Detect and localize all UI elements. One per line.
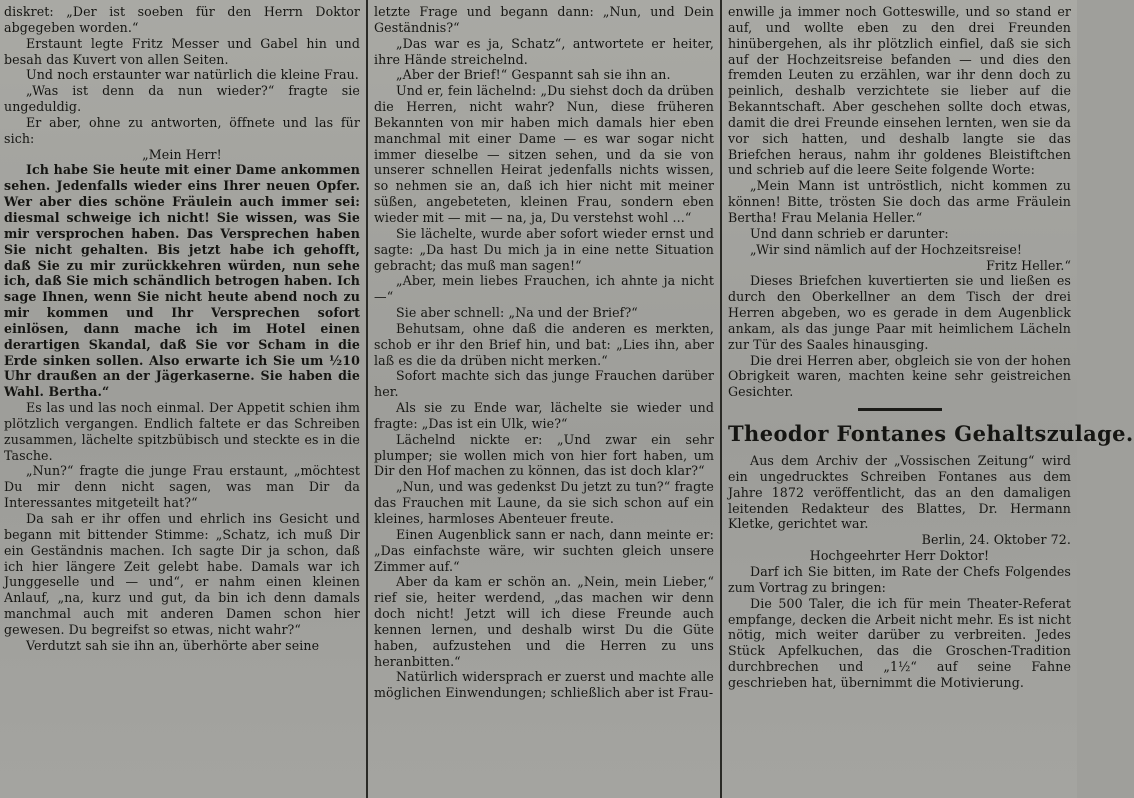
paragraph: Da sah er ihr offen und ehrlich ins Gesicht und begann mit bittender Stimme: „Schatz, ich muß Dir ein Geständnis machen. Ich sagte Dir ja schon, daß ich hier längere Zeit gelebt habe. Damals war ich Junggeselle und — und“, er nahm einen kleinen Anlauf, „na, kurz und gut, da bin ich denn damals manchmal auch mit anderen Damen schon hier gewesen. Du begreifst so etwas, nicht wahr?“ (4, 511, 360, 637)
paragraph: „Aber der Brief!“ Gespannt sah sie ihn an. (396, 67, 671, 83)
article-intro: Aus dem Archiv der „Vossischen Zeitung“ wird ein ungedrucktes Schreiben Fontanes aus dem Jahre 1872 veröffentlicht, das an den damaligen leitenden Redakteur des Blattes, Dr. Hermann Kletke, gerichtet war. (728, 453, 1071, 532)
paragraph: Dieses Briefchen kuvertierten sie und ließen es durch den Oberkellner an dem Tisch der drei Herren abgeben, wo es gerade in dem Augenblick ankam, als das junge Paar mit heimlichem Lächeln zur Tür des Saales hinausging. (728, 273, 1071, 352)
paragraph: Natürlich widersprach er zuerst und machte alle möglichen Einwendungen; schließlich aber ist Frau- (374, 669, 714, 701)
story-column-2 (374, 4, 714, 794)
paragraph: letzte Frage und begann dann: „Nun, und Dein Geständnis?“ (374, 4, 714, 35)
paragraph: Einen Augenblick sann er nach, dann meinte er: „Das einfachste wäre, wir suchten gleich unsere Zimmer auf.“ (374, 526, 714, 574)
column-divider (720, 0, 722, 798)
story-continuation (728, 4, 1071, 400)
paragraph: Es las und las noch einmal. Der Appetit schien ihm plötzlich vergangen. Endlich faltete er das Schreiben zusammen, lächelte spitzbübisch und steckte es in die Tasche. (4, 400, 360, 463)
paragraph: „Wir sind nämlich auf der Hochzeitsreise! (750, 241, 1023, 257)
paragraph: Fritz Heller.“ (986, 257, 1071, 273)
paragraph: Er aber, ohne zu antworten, öffnete und las für sich: (4, 114, 360, 146)
paragraph: Als sie zu Ende war, lächelte sie wieder und fragte: „Das ist ein Ulk, wie?“ (374, 400, 714, 431)
paragraph: Lächelnd nickte er: „Und zwar ein sehr plumper; sie wollen mich von hier fort haben, um Dir den Hof machen zu können, das ist doch klar?“ (374, 431, 714, 479)
paragraph: „Nun?“ fragte die junge Frau erstaunt, „möchtest Du mir denn nicht sagen, was man Dir da Interessantes mitgeteilt hat?“ (4, 463, 360, 511)
paragraph: „Aber, mein liebes Frauchen, ich ahnte ja nicht —“ (374, 273, 714, 305)
paragraph: enwille ja immer noch Gotteswille, und so stand er auf, und wollte eben zu den drei Freunden hinübergehen, als ihr plötzlich einfiel, daß sie sich auf der Hochzeitsreise befanden — und dies den fremden Leuten zu erzählen, war ihr denn doch zu peinlich, deshalb verzichtete sie lieber auf die Bekanntschaft. Aber geschehen sollte doch etwas, damit die drei Freunde einsehen lernten, wen sie da vor sich hatten, und deshalb langte sie das Briefchen heraus, nahm ihr goldenes Bleistiftchen und schrieb auf die leere Seite folgende Worte: (728, 4, 1071, 178)
story-column-1 (4, 4, 360, 794)
story-column-3 (728, 4, 1134, 794)
section-separator (858, 408, 942, 411)
paragraph: Und noch erstaunter war natürlich die kleine Frau. (26, 67, 359, 83)
paragraph: Verdutzt sah sie ihn an, überhörte aber seine (26, 637, 320, 653)
paragraph: „Nun, und was gedenkst Du jetzt zu tun?“ fragte das Frauchen mit Laune, da sie sich schon auf ein kleines, harmloses Abenteuer freute. (374, 479, 714, 526)
paragraph: Sie lächelte, wurde aber sofort wieder ernst und sagte: „Da hast Du mich ja in eine nette Situation gebracht; das muß man sagen!“ (374, 225, 714, 273)
column-divider (366, 0, 368, 798)
letter-paragraph: Die 500 Taler, die ich für mein Theater-Referat empfange, decken die Arbeit nicht mehr. Es ist nicht nötig, mich weiter darüber zu verbreiten. Jedes Stück Apfelkuchen, das die Groschen-Tradition durchbrechen und „1½“ auf seine Fahne geschrieben hat, übernimmt die Motivierung. (728, 595, 1071, 690)
paragraph: Behutsam, ohne daß die anderen es merkten, schob er ihr den Brief hin, und bat: „Lies ihn, aber laß es die da drüben nicht merken.“ (374, 320, 714, 368)
paragraph: Sofort machte sich das junge Frauchen darüber her. (374, 368, 714, 400)
letter-salutation: Hochgeehrter Herr Doktor! (809, 548, 990, 564)
paragraph: „Was ist denn da nun wieder?“ fragte sie ungeduldig. (4, 83, 360, 115)
paragraph: Und er, fein lächelnd: „Du siehst doch da drüben die Herren, nicht wahr? Nun, diese früheren Bekannten von mir haben mich damals hier eben manchmal mit einer Dame — es war sogar nicht immer dieselbe — sitzen sehen, und da sie von unserer schnellen Heirat jedenfalls nichts wissen, so nehmen sie an, daß ich hier nicht mit meiner süßen, angebeteten, kleinen Frau, sondern eben wieder mit — mit — na, ja, Du verstehst wohl ...“ (374, 83, 714, 225)
paragraph: „Das war es ja, Schatz“, antwortete er heiter, ihre Hände streichelnd. (374, 35, 714, 67)
paragraph: Erstaunt legte Fritz Messer und Gabel hin und besah das Kuvert von allen Seiten. (4, 35, 360, 67)
paragraph: Aber da kam er schön an. „Nein, mein Lieber,“ rief sie, heiter werdend, „das machen wir denn doch nicht! Jetzt will ich diese Freunde auch kennen lernen, und deshalb wirst Du die Güte haben, aufzustehen und die Herren zu uns heranbitten.“ (374, 574, 714, 669)
paragraph: „Mein Herr! (142, 146, 222, 162)
paragraph: diskret: „Der ist soeben für den Herrn Doktor abgegeben worden.“ (4, 4, 360, 35)
paragraph: Und dann schrieb er darunter: (750, 225, 949, 241)
paragraph: „Mein Mann ist untröstlich, nicht kommen zu können! Bitte, trösten Sie doch das arme Fräulein Bertha! Frau Melania Heller.“ (728, 178, 1071, 225)
paragraph: Die drei Herren aber, obgleich sie von der hohen Obrigkeit waren, machten keine sehr geistreichen Gesichter. (728, 352, 1071, 400)
letter-paragraph: Darf ich Sie bitten, im Rate der Chefs Folgendes zum Vortrag zu bringen: (728, 564, 1071, 595)
letter-dateline: Berlin, 24. Oktober 72. (921, 532, 1071, 548)
article-headline: Theodor Fontanes Gehaltszulage. (728, 421, 1134, 447)
paragraph: Sie aber schnell: „Na und der Brief?“ (396, 305, 638, 321)
paragraph: Ich habe Sie heute mit einer Dame ankommen sehen. Jedenfalls wieder eins Ihrer neuen Opfer. Wer aber dies schöne Fräulein auch immer sei: diesmal schweige ich nicht! Sie wissen, was Sie mir versprochen haben. Das Versprechen haben Sie nicht gehalten. Bis jetzt habe ich gehofft, daß Sie zu mir zurückkehren würden, nun sehe ich, daß Sie mich schändlich betrogen haben. Ich sage Ihnen, wenn Sie nicht heute abend noch zu mir kommen und Ihr Versprechen sofort einlösen, dann mache ich im Hotel einen derartigen Skandal, daß Sie vor Scham in die Erde sinken sollen. Also erwarte ich Sie um ½10 Uhr draußen an der Jägerkaserne. Sie haben die Wahl. Bertha.“ (4, 162, 360, 400)
